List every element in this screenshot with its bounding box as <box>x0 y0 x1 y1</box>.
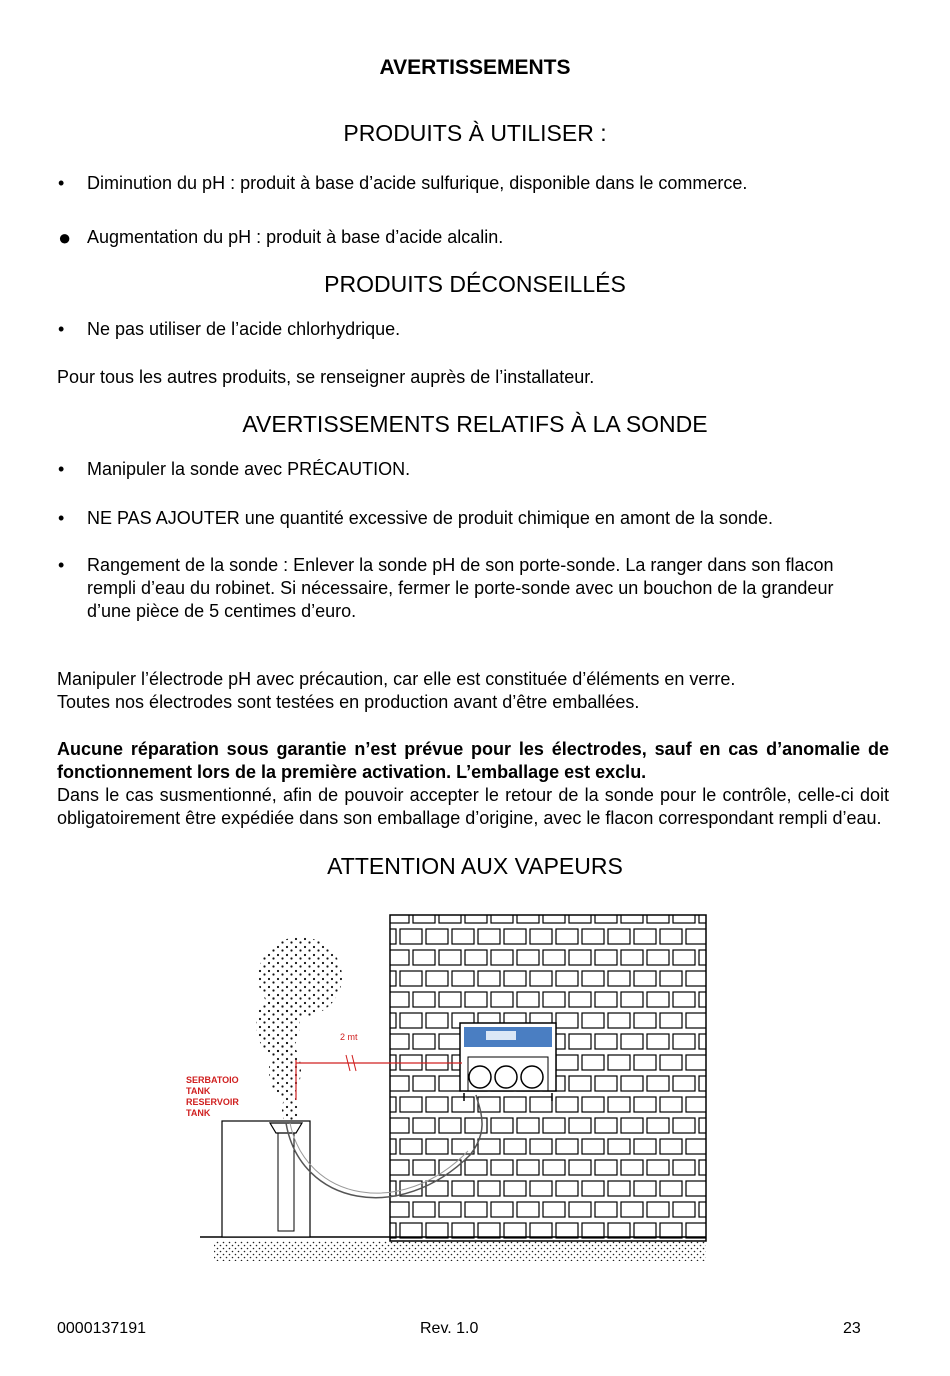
installer-note: Pour tous les autres produits, se renseigner auprès de l’installateur. <box>57 367 595 387</box>
electrode-line-2: Toutes nos électrodes sont testées en production avant d’être emballées. <box>57 692 640 712</box>
bullet-icon: • <box>58 173 65 193</box>
footer-revision: Rev. 1.0 <box>420 1320 479 1337</box>
tank <box>222 1121 310 1237</box>
warranty-text: Dans le cas susmentionné, afin de pouvoir accepter le retour de la sonde pour le contrôle, celle-ci doit obligatoirement être expédiée dans son emballage d’origine, avec le flacon correspondant rempli d’eau. <box>57 785 889 828</box>
tank-label: SERBATOIO <box>186 1075 239 1085</box>
document-page: AVERTISSEMENTS PRODUITS À UTILISER : • Diminution du pH : produit à base d’acide sulfurique, disponible dans le commerce. ● Augmentation du pH : produit à base d’acide alcalin. PRODUITS DÉCONSEILLÉS • Ne pas utiliser de l’acide chlorhydrique. Pour tous les autres produits, se renseigner auprès de l’installateur. AVERTISSEMENTS RELATIFS À LA SONDE • Manipuler la sonde avec PRÉCAUTION. • NE PAS AJOUTER une quantité excessive de produit chimique en amont de la sonde. • Rangement de la sonde : Enlever la sonde pH de son porte-sonde. La ranger dans son flacon rempli d’eau du robinet. Si nécessaire, fermer le porte-sonde avec un bouchon de la grandeur d’une pièce de 5 centimes d’euro. Manipuler l’électrode pH avec précaution, car elle est constituée d’éléments en verre. Toutes nos électrodes sont testées en production avant d’être emballées. Aucune réparation sous garantie n’est prévue pour les électrodes, sauf en cas d’anomalie de fonctionnement lors de la première activation. L’emballage est exclu. Dans le cas susmentionné, afin de pouvoir accepter le retour de la sonde pour le contrôle, celle-ci doit obligatoirement être expédiée dans son emballage d’origine, avec le flacon correspondant rempli d’eau. ATTENTION AUX VAPEURS 2 mt SERBATOIO TANK RESERVOIR TANK 0000137191 Rev. 1.0 23 <box>0 0 950 1376</box>
distance-label: 2 mt <box>340 1032 358 1042</box>
bullet-icon: • <box>58 555 65 575</box>
heading-vapors: ATTENTION AUX VAPEURS <box>327 853 623 879</box>
footer-page-number: 23 <box>843 1320 861 1337</box>
vapor-cloud-icon <box>256 937 342 1126</box>
tank-label: RESERVOIR <box>186 1097 239 1107</box>
heading-not-recommended: PRODUITS DÉCONSEILLÉS <box>324 271 626 297</box>
bullet-icon: • <box>58 459 65 479</box>
pump-unit <box>460 1023 556 1101</box>
page-title: AVERTISSEMENTS <box>379 56 571 79</box>
footer-doc-number: 0000137191 <box>57 1320 146 1337</box>
electrode-line-1: Manipuler l’électrode pH avec précaution, car elle est constituée d’éléments en verre. <box>57 669 736 689</box>
installation-diagram <box>150 905 750 1280</box>
heading-products: PRODUITS À UTILISER : <box>343 120 607 146</box>
tank-label: TANK <box>186 1108 211 1118</box>
heading-probe: AVERTISSEMENTS RELATIFS À LA SONDE <box>242 411 708 437</box>
tank-label: TANK <box>186 1086 211 1096</box>
warranty-notice: Aucune réparation sous garantie n’est prévue pour les électrodes, sauf en cas d’anomalie de fonctionnement lors de la première activation. L’emballage est exclu. <box>57 739 889 782</box>
bullet-icon: • <box>58 319 65 339</box>
bullet-icon: ● <box>58 225 72 250</box>
bullet-icon: • <box>58 508 65 528</box>
